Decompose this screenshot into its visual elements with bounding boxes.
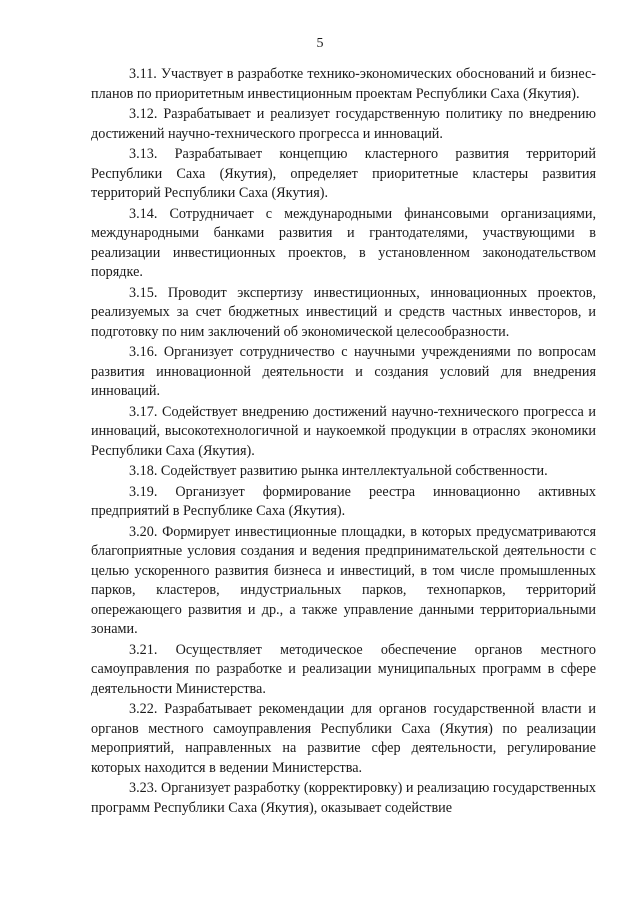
document-body [91, 65, 596, 819]
paragraph-3-11: 3.11. Участвует в разработке технико-экономических обоснований и бизнес-планов по приоритетным инвестиционным проектам Республики Саха (Якутия). [91, 66, 596, 102]
paragraph-3-20: 3.20. Формирует инвестиционные площадки, в которых предусматриваются благоприятные условия создания и ведения предпринимательской деятельности с целью ускоренного развития бизнеса и инвестиций, в том числе промышленных парков, кластеров, индустриальных парков, технопарков, территорий опережающего развития и др., а также управление данными территориальными зонами. [91, 523, 596, 637]
paragraph-3-21: 3.21. Осуществляет методическое обеспечение органов местного самоуправления по разработке и реализации муниципальных программ в сфере деятельности Министерства. [91, 641, 596, 697]
paragraph-3-18: 3.18. Содействует развитию рынка интеллектуальной собственности. [129, 463, 548, 479]
paragraph-3-17: 3.17. Содействует внедрению достижений научно-технического прогресса и инноваций, высокотехнологичной и наукоемкой продукции в отраслях экономики Республики Саха (Якутия). [91, 403, 596, 459]
paragraph-3-15: 3.15. Проводит экспертизу инвестиционных, инновационных проектов, реализуемых за счет бюджетных инвестиций и средств частных инвесторов, и подготовку по ним заключений об экономической целесообразности. [91, 284, 596, 340]
paragraph-3-13: 3.13. Разрабатывает концепцию кластерного развития территорий Республики Саха (Якутия), определяет приоритетные кластеры развития территорий Республики Саха (Якутия). [91, 146, 596, 201]
paragraph-3-22: 3.22. Разрабатывает рекомендации для органов государственной власти и органов местного самоуправления Республики Саха (Якутия) по реализации мероприятий, направленных на развитие сфер деятельности, регулирование которых находится в ведении Министерства. [91, 701, 596, 776]
paragraph-3-16: 3.16. Организует сотрудничество с научными учреждениями по вопросам развития инновационной деятельности и создания условий для внедрения инноваций. [91, 344, 596, 399]
page-number: 5 [316, 36, 324, 51]
paragraph-3-12: 3.12. Разрабатывает и реализует государственную политику по внедрению достижений научно-технического прогресса и инноваций. [91, 106, 596, 142]
paragraph-3-23: 3.23. Организует разработку (корректировку) и реализацию государственных программ Республики Саха (Якутия), оказывает содействие [91, 780, 596, 816]
paragraph-3-19: 3.19. Организует формирование реестра инновационно активных предприятий в Республике Саха (Якутия). [91, 483, 596, 519]
paragraph-3-14: 3.14. Сотрудничает с международными финансовыми организациями, международными банками развития и грантодателями, участвующими в реализации инвестиционных проектов, в установленном законодательством порядке. [91, 205, 596, 280]
